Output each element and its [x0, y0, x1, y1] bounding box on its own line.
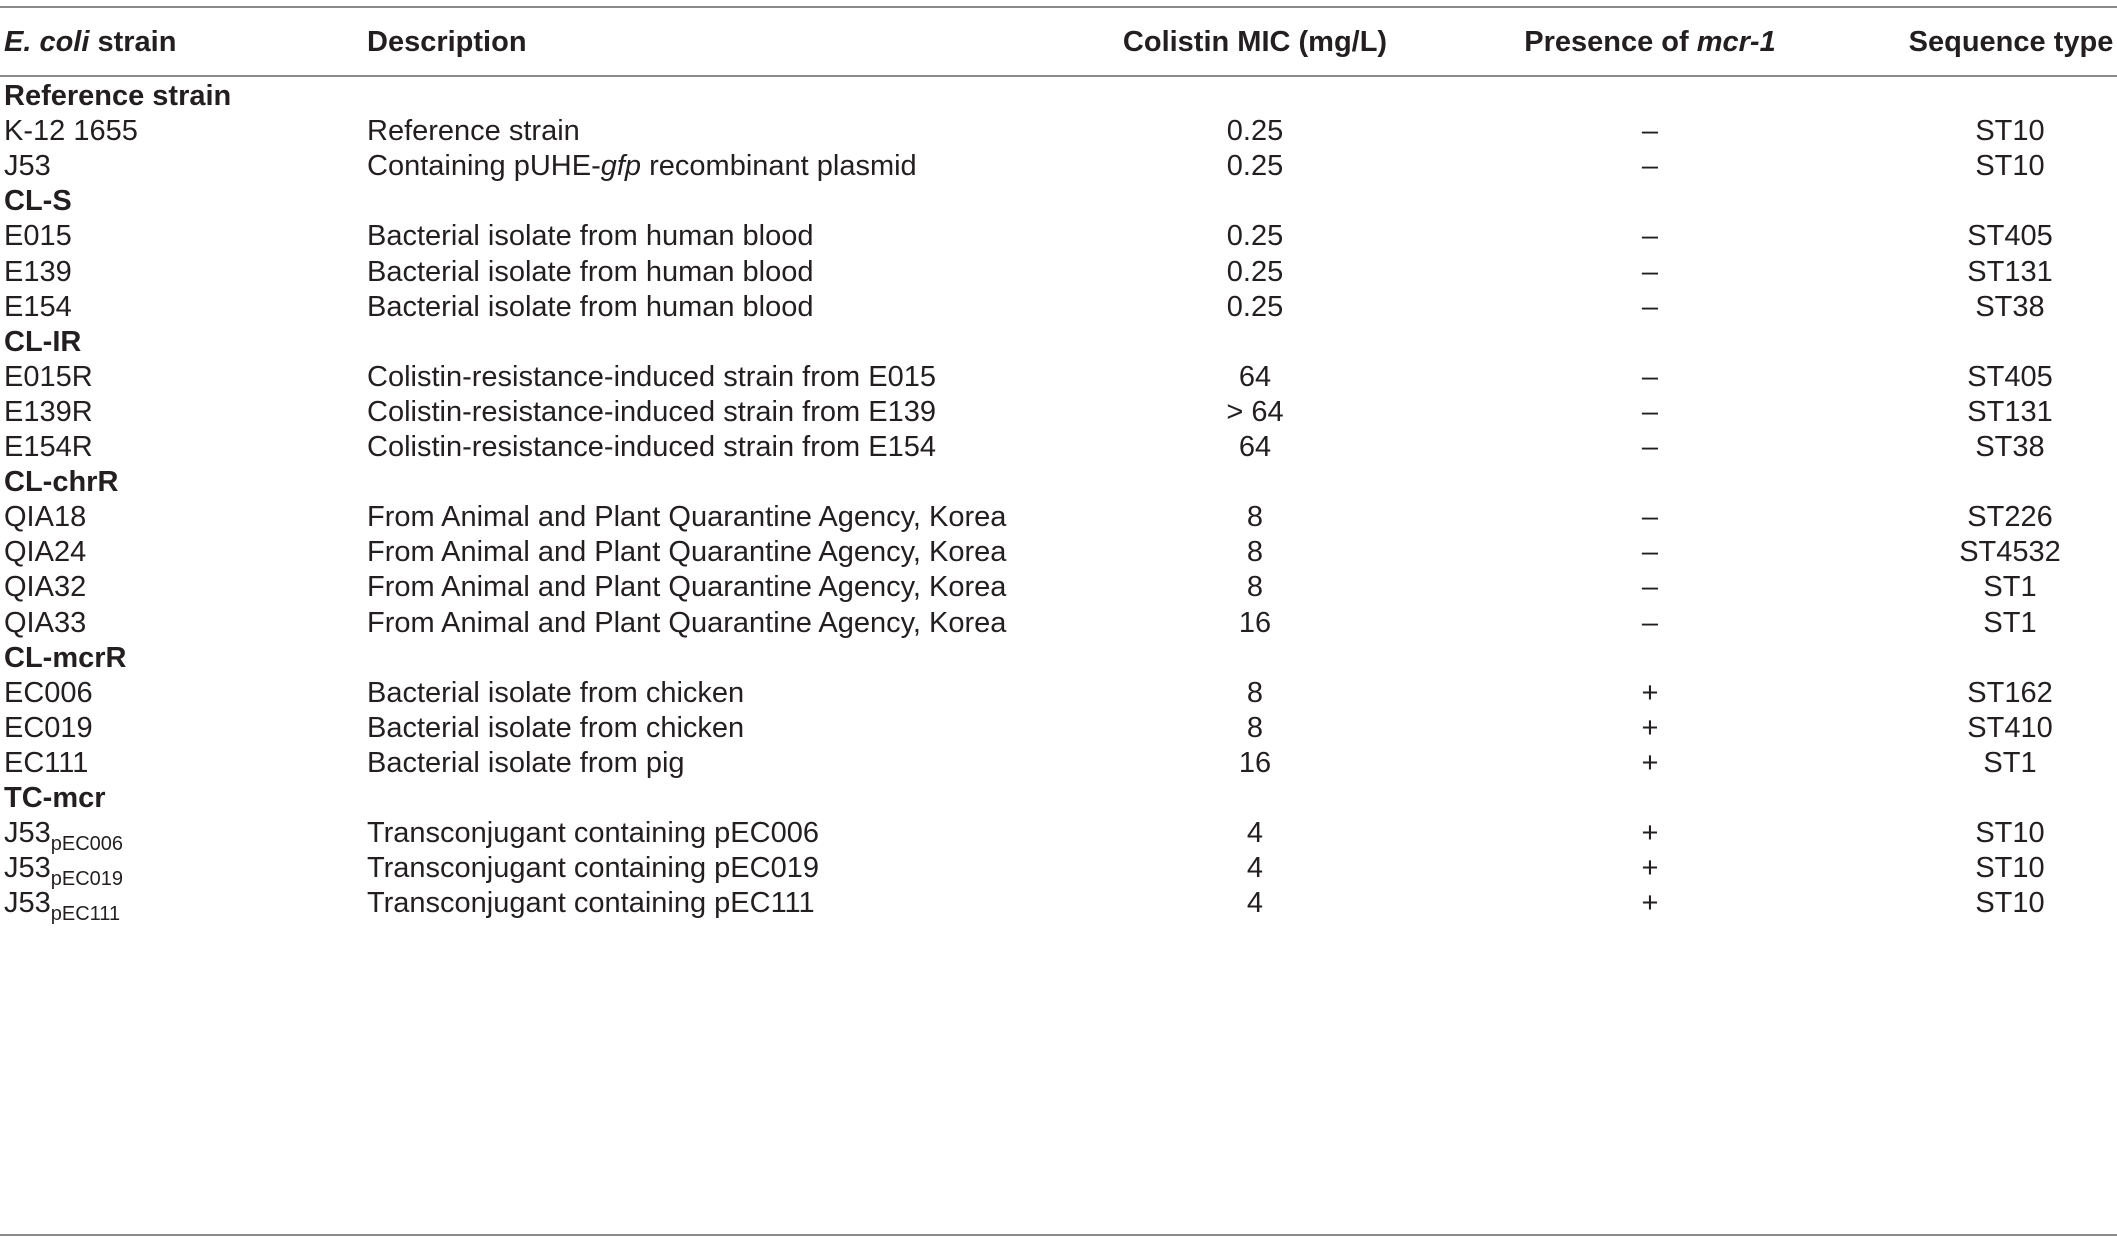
description-cell: From Animal and Plant Quarantine Agency, Korea [367, 536, 1007, 569]
mcr-cell: – [1641, 220, 1659, 253]
header-strain-rest: strain [89, 26, 177, 58]
strain-name: J53 [4, 852, 51, 885]
description-cell: Bacterial isolate from human blood [367, 290, 814, 323]
description-cell: From Animal and Plant Quarantine Agency, Korea [367, 571, 1007, 604]
mic-cell: 0.25 [1226, 115, 1284, 148]
sequence-type-cell: ST10 [1975, 150, 2045, 183]
mic-cell: 64 [1238, 360, 1272, 393]
strain-cell [4, 880, 120, 930]
sequence-type-cell: ST38 [1975, 431, 2045, 463]
mcr-cell: + [1641, 711, 1659, 744]
mcr-cell: – [1641, 255, 1659, 288]
strain-name: QIA18 [4, 501, 87, 534]
header-mcr [1480, 16, 1820, 68]
description-cell: Bacterial isolate from human blood [367, 255, 814, 288]
strain-name: J53 [4, 817, 51, 850]
strain-name: E154R [4, 431, 93, 463]
description-cell: From Animal and Plant Quarantine Agency, Korea [367, 606, 1007, 639]
sequence-type-cell: ST405 [1967, 220, 2053, 253]
strain-name: K-12 1655 [4, 115, 138, 148]
sequence-type-cell: ST1 [1983, 606, 2037, 639]
mcr-cell: – [1641, 115, 1659, 148]
description-cell: Bacterial isolate from chicken [367, 676, 745, 709]
strain-name: J53 [4, 150, 51, 183]
section-label: CL-S [4, 185, 72, 218]
mcr-cell: + [1641, 817, 1659, 850]
strain-name: QIA32 [4, 571, 87, 604]
sequence-type-cell: ST405 [1967, 360, 2053, 393]
strain-name: EC006 [4, 676, 93, 709]
mcr-cell: + [1641, 746, 1659, 779]
mcr-cell: – [1641, 571, 1659, 604]
mcr-cell: – [1641, 501, 1659, 534]
section-label: CL-IR [4, 325, 82, 358]
strain-name: QIA24 [4, 536, 87, 569]
sequence-type-cell: ST4532 [1959, 536, 2061, 569]
table-row [0, 880, 2117, 927]
sequence-type-cell: ST38 [1975, 290, 2045, 323]
description-italic: gfp [600, 150, 642, 183]
header-mic: Colistin MIC (mg/L) [1122, 26, 1388, 58]
strain-name: EC111 [4, 746, 89, 779]
mcr-cell: – [1641, 431, 1659, 463]
strain-subscript: pEC111 [50, 903, 121, 926]
section-label: CL-mcrR [4, 641, 127, 674]
mcr-cell: – [1641, 290, 1659, 323]
mic-cell: 4 [1246, 852, 1264, 885]
mic-cell: 0.25 [1226, 150, 1284, 183]
strain-name: E139R [4, 395, 93, 428]
mcr-cell: – [1641, 150, 1659, 183]
mic-cell: 4 [1246, 817, 1264, 850]
section-label: CL-chrR [4, 466, 119, 499]
description-cell: Colistin-resistance-induced strain from E015 [367, 360, 936, 393]
sequence-type-cell: ST10 [1975, 887, 2045, 920]
top-rule [0, 6, 2117, 8]
header-description: Description [367, 26, 527, 58]
description-cell: Colistin-resistance-induced strain from E154 [367, 431, 936, 463]
section-label: Reference strain [4, 80, 232, 112]
mic-cell: 8 [1246, 711, 1264, 744]
sequence-type-cell: ST131 [1967, 395, 2053, 428]
sequence-type-cell: ST1 [1983, 746, 2037, 779]
mic-cell: 16 [1238, 746, 1272, 779]
strain-name: E154 [4, 290, 72, 323]
description-post: recombinant plasmid [641, 150, 917, 183]
sequence-type-cell: ST162 [1967, 676, 2053, 709]
strain-name: E015R [4, 360, 93, 393]
mic-cell: 64 [1238, 431, 1272, 463]
mic-cell: 0.25 [1226, 220, 1284, 253]
mic-cell: 8 [1246, 501, 1264, 534]
header-mcr-italic: mcr-1 [1696, 26, 1776, 58]
mic-cell: > 64 [1226, 395, 1284, 428]
strain-name: E139 [4, 255, 72, 288]
mic-cell: 8 [1246, 676, 1264, 709]
mic-cell: 16 [1238, 606, 1272, 639]
description-cell: Bacterial isolate from chicken [367, 711, 745, 744]
mic-cell: 0.25 [1226, 255, 1284, 288]
description-cell: From Animal and Plant Quarantine Agency, Korea [367, 501, 1007, 534]
mcr-cell: – [1641, 606, 1659, 639]
mic-cell: 8 [1246, 536, 1264, 569]
description-cell: Bacterial isolate from human blood [367, 220, 814, 253]
sequence-type-cell: ST10 [1975, 817, 2045, 850]
description-pre: Containing pUHE- [367, 150, 601, 183]
strain-subscript: pEC019 [50, 868, 124, 891]
sequence-type-cell: ST131 [1967, 255, 2053, 288]
header-sequence-type: Sequence type [1908, 26, 2114, 58]
description-cell: Transconjugant containing pEC111 [367, 887, 815, 920]
bottom-rule [0, 1234, 2117, 1236]
description-cell: Reference strain [367, 115, 580, 148]
description-cell: Transconjugant containing pEC019 [367, 852, 819, 885]
section-label: TC-mcr [4, 782, 106, 814]
description-cell: Colistin-resistance-induced strain from E139 [367, 395, 936, 428]
mic-cell: 0.25 [1226, 290, 1284, 323]
mcr-cell: – [1641, 360, 1659, 393]
table-header [0, 16, 2117, 68]
header-strain-italic: E. coli [4, 26, 90, 58]
mcr-cell: + [1641, 852, 1659, 885]
strain-name: QIA33 [4, 606, 87, 639]
strain-name: J53 [4, 887, 51, 920]
mcr-cell: + [1641, 676, 1659, 709]
strain-name: E015 [4, 220, 72, 253]
description-cell: Bacterial isolate from pig [367, 746, 685, 779]
mic-cell: 8 [1246, 571, 1264, 604]
strain-name: EC019 [4, 711, 93, 744]
strain-subscript: pEC006 [50, 833, 124, 856]
mcr-cell: – [1641, 536, 1659, 569]
header-mcr-prefix: Presence of [1524, 26, 1697, 58]
sequence-type-cell: ST10 [1975, 115, 2045, 148]
mic-cell: 4 [1246, 887, 1264, 920]
mcr-cell: – [1641, 395, 1659, 428]
sequence-type-cell: ST10 [1975, 852, 2045, 885]
sequence-type-cell: ST1 [1983, 571, 2037, 604]
header-strain [4, 16, 176, 68]
sequence-type-cell: ST226 [1967, 501, 2053, 534]
mcr-cell: + [1641, 887, 1659, 920]
sequence-type-cell: ST410 [1967, 711, 2053, 744]
description-cell: Transconjugant containing pEC006 [367, 817, 819, 850]
